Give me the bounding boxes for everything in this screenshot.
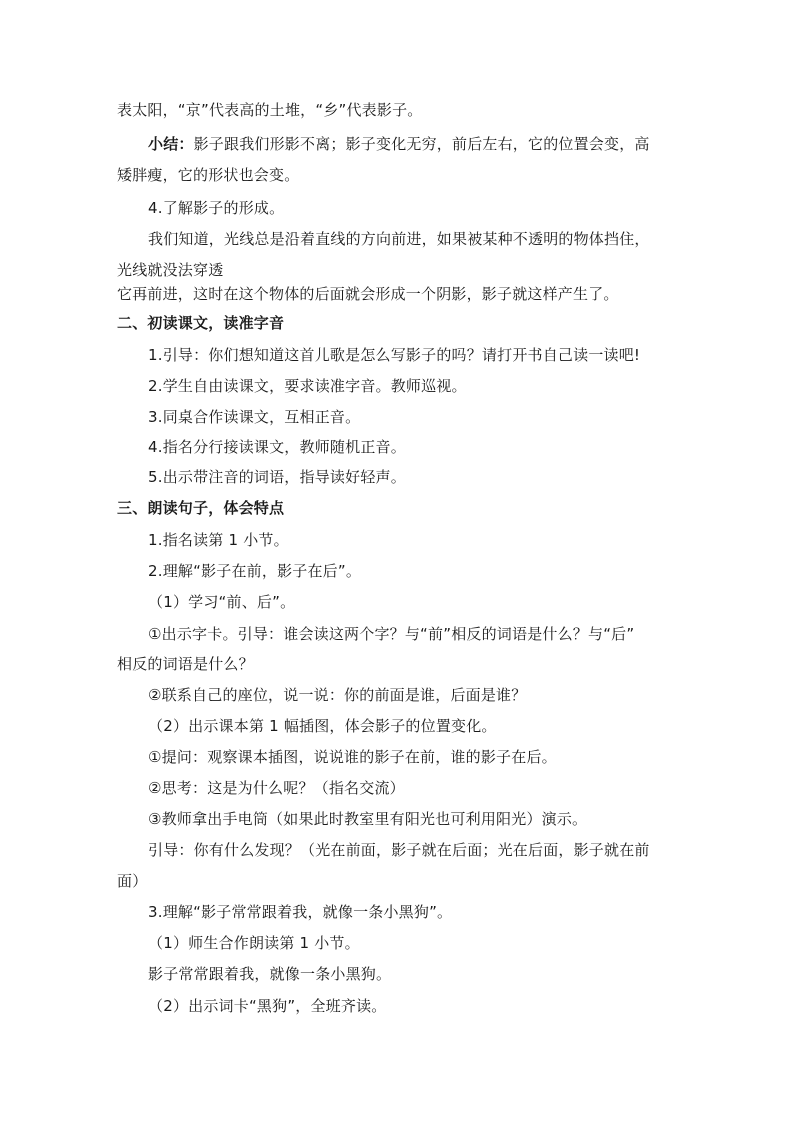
item-text: （1）师生合作朗读第 1 小节。 xyxy=(148,934,360,952)
item-text: 1.引导：你们想知道这首儿歌是怎么写影子的吗？请打开书自己读一读吧! xyxy=(148,346,641,364)
summary-text: 影子跟我们形影不离；影子变化无穷，前后左右，它的位置会变，高 xyxy=(193,135,650,153)
sub-item xyxy=(148,592,295,612)
item-text: ①出示字卡。引导：谁会读这两个字？与“前”相反的词语是什么？与“后” xyxy=(148,625,635,643)
section-heading xyxy=(117,313,284,333)
sub-item xyxy=(148,996,387,1016)
numbered-item xyxy=(148,198,284,218)
step-item xyxy=(148,747,557,767)
paragraph-text: 我们知道，光线总是沿着直线的方向前进，如果被某种不透明的物体挡住， xyxy=(148,230,650,248)
sub-item xyxy=(148,716,497,736)
numbered-item xyxy=(148,902,452,922)
heading-text: 三、朗读句子，体会特点 xyxy=(117,499,285,517)
numbered-item xyxy=(148,437,406,457)
paragraph-text: 它再前进，这时在这个物体的后面就会形成一个阴影，影子就这样产生了。 xyxy=(117,285,619,303)
numbered-item xyxy=(148,467,406,487)
item-text: （1）学习“前、后”。 xyxy=(148,593,296,611)
numbered-item xyxy=(148,561,361,581)
paragraph-continuation xyxy=(117,871,147,891)
item-text: 3.同桌合作读课文，互相正音。 xyxy=(148,408,361,426)
item-text: 2.理解“影子在前，影子在后”。 xyxy=(148,562,362,580)
item-text: 4.了解影子的形成。 xyxy=(148,199,285,217)
heading-text: 二、初读课文，读准字音 xyxy=(117,314,285,332)
paragraph-text: 矮胖瘦，它的形状也会变。 xyxy=(117,166,300,184)
item-text: ②联系自己的座位，说一说：你的前面是谁，后面是谁？ xyxy=(148,686,527,704)
step-item xyxy=(148,778,405,798)
item-text: ②思考：这是为什么呢？（指名交流） xyxy=(148,779,405,797)
sub-item xyxy=(148,933,360,953)
quoted-line xyxy=(148,964,391,984)
numbered-item xyxy=(148,530,289,550)
paragraph-continuation xyxy=(117,100,423,120)
item-text: （2）出示词卡“黑狗”，全班齐读。 xyxy=(148,997,387,1015)
paragraph xyxy=(148,229,650,249)
paragraph-text: 面） xyxy=(117,872,148,890)
step-item xyxy=(148,624,634,644)
item-text: 5.出示带注音的词语，指导读好轻声。 xyxy=(148,468,406,486)
numbered-item xyxy=(148,345,640,365)
numbered-item xyxy=(148,376,467,396)
summary-label: 小结： xyxy=(148,135,194,153)
item-text: ③教师拿出手电筒（如果此时教室里有阳光也可利用阳光）演示。 xyxy=(148,810,588,828)
item-text: ①提问：观察课本插图，说说谁的影子在前，谁的影子在后。 xyxy=(148,748,557,766)
summary-paragraph xyxy=(148,134,650,154)
paragraph-text: 光线就没法穿透 xyxy=(117,261,224,279)
item-text: 影子常常跟着我，就像一条小黑狗。 xyxy=(148,965,392,983)
paragraph-continuation xyxy=(117,284,619,304)
paragraph-text: 引导：你有什么发现？（光在前面，影子就在后面；光在后面，影子就在前 xyxy=(148,841,650,859)
item-text: 1.指名读第 1 小节。 xyxy=(148,531,289,549)
paragraph-text: 表太阳，“京”代表高的土堆，“乡”代表影子。 xyxy=(117,101,423,119)
item-text: 3.理解“影子常常跟着我，就像一条小黑狗”。 xyxy=(148,903,453,921)
paragraph-continuation xyxy=(117,260,223,280)
item-text: 4.指名分行接读课文，教师随机正音。 xyxy=(148,438,406,456)
summary-continuation xyxy=(117,165,299,185)
step-continuation xyxy=(117,654,254,674)
item-text: （2）出示课本第 1 幅插图，体会影子的位置变化。 xyxy=(148,717,497,735)
item-text: 相反的词语是什么？ xyxy=(117,655,254,673)
section-heading xyxy=(117,498,284,518)
step-item xyxy=(148,809,587,829)
step-item xyxy=(148,685,526,705)
paragraph xyxy=(148,840,650,860)
numbered-item xyxy=(148,407,360,427)
item-text: 2.学生自由读课文，要求读准字音。教师巡视。 xyxy=(148,377,467,395)
